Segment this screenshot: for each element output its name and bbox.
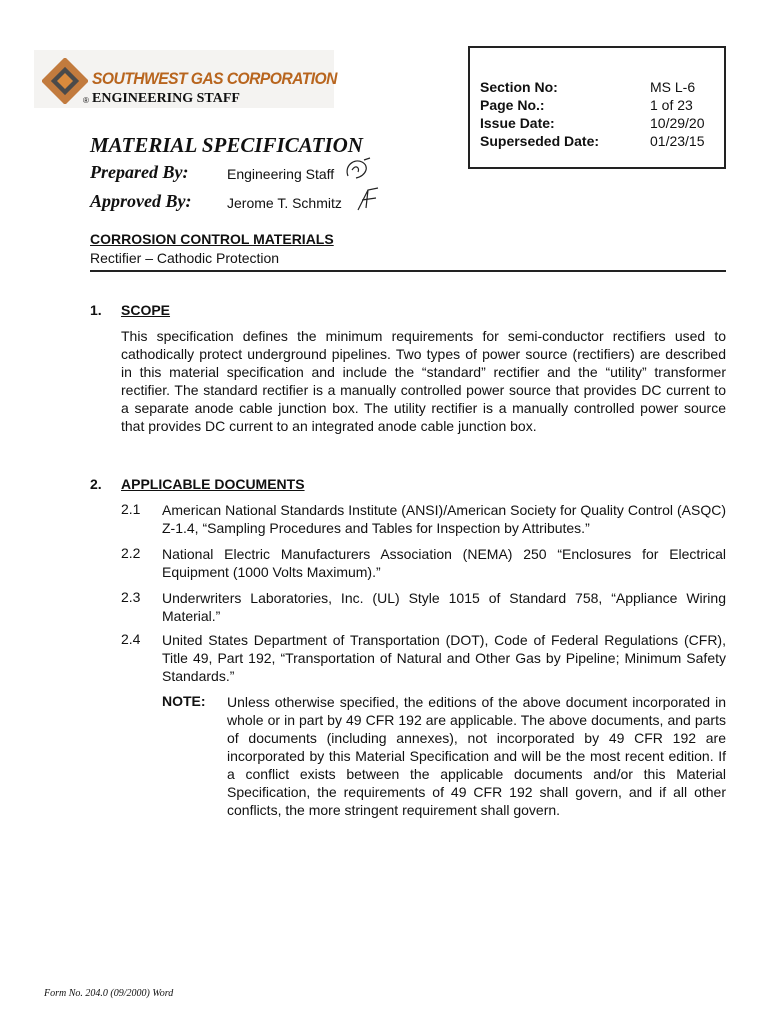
issue-date-value: 10/29/20 <box>650 115 705 131</box>
document-subtitle: Rectifier – Cathodic Protection <box>90 250 280 266</box>
approver-initials-signature <box>354 184 382 214</box>
company-logo-icon <box>42 58 88 104</box>
page-no-label: Page No.: <box>480 97 545 113</box>
item-2-4-text: United States Department of Transportation (DOT), Code of Federal Regulations (CFR), Title 49, Part 192, “Transportation of Natural and Other Gas by Pipeline; Minimum Safety Standards.” <box>162 632 726 684</box>
section-2-number: 2. <box>90 476 102 492</box>
registered-mark: ® <box>83 96 89 105</box>
item-2-3-text: Underwriters Laboratories, Inc. (UL) Style 1015 of Standard 758, “Appliance Wiring Material.” <box>162 590 726 624</box>
note-text: Unless otherwise specified, the editions of the above document incorporated in whole or in part by 49 CFR 192 are applicable. The above documents, and parts of documents (including annexes), not incorporated by 49 CFR 192 are incorporated by this Material Specification and will be the most recent edition. If a conflict exists between the applicable documents and/or this Material Specification, the requirements of 49 CFR 192 shall govern, and if all other conflicts, the more stringent requirement shall govern. <box>227 694 726 818</box>
section-2-heading: APPLICABLE DOCUMENTS <box>121 476 305 492</box>
section-1-number: 1. <box>90 302 102 318</box>
form-number-footer: Form No. 204.0 (09/2000) Word <box>44 988 174 999</box>
item-2-3-number: 2.3 <box>121 589 141 605</box>
section-no-value: MS L-6 <box>650 79 696 95</box>
item-2-2-text: National Electric Manufacturers Association (NEMA) 250 “Enclosures for Electrical Equipment (1000 Volts Maximum).” <box>162 546 726 580</box>
item-2-4-number: 2.4 <box>121 631 141 647</box>
approved-by-value: Jerome T. Schmitz <box>227 195 342 211</box>
title-divider <box>90 270 726 272</box>
document-type-title: MATERIAL SPECIFICATION <box>90 133 363 157</box>
section-1-heading: SCOPE <box>121 302 171 318</box>
document-title: CORROSION CONTROL MATERIALS <box>90 231 334 247</box>
note-label: NOTE: <box>162 693 206 709</box>
section-no-label: Section No: <box>480 79 558 95</box>
superseded-date-label: Superseded Date: <box>480 133 600 149</box>
superseded-date-value: 01/23/15 <box>650 133 705 149</box>
item-2-1-number: 2.1 <box>121 501 141 517</box>
prepared-by-label: Prepared By: <box>90 162 189 182</box>
prepared-by-value: Engineering Staff <box>227 166 335 182</box>
page-no-value: 1 of 23 <box>650 97 693 113</box>
item-2-1-text: American National Standards Institute (ANSI)/American Society for Quality Control (ASQC) Z-1.4, “Sampling Procedures and Tables for Inspection by Attributes.” <box>162 502 726 536</box>
section-1-text: This specification defines the minimum requirements for semi-conductor rectifiers used to cathodically protect underground pipelines. Two types of power source (rectifiers) are described in this material specification and include the “standard” rectifier and the “utility” transformer rectifier. The standard rectifier is a manually controlled power source that provides DC current to a separate anode cable junction box. The utility rectifier is a manually controlled power source that provides DC current to an integrated anode cable junction box. <box>121 328 726 434</box>
approved-by-label: Approved By: <box>90 191 192 211</box>
company-name: SOUTHWEST GAS CORPORATION <box>92 69 337 88</box>
item-2-2-number: 2.2 <box>121 545 141 561</box>
issue-date-label: Issue Date: <box>480 115 555 131</box>
document-info-box <box>468 46 726 169</box>
preparer-initials-signature <box>342 156 376 184</box>
department-label: ENGINEERING STAFF <box>92 91 240 106</box>
